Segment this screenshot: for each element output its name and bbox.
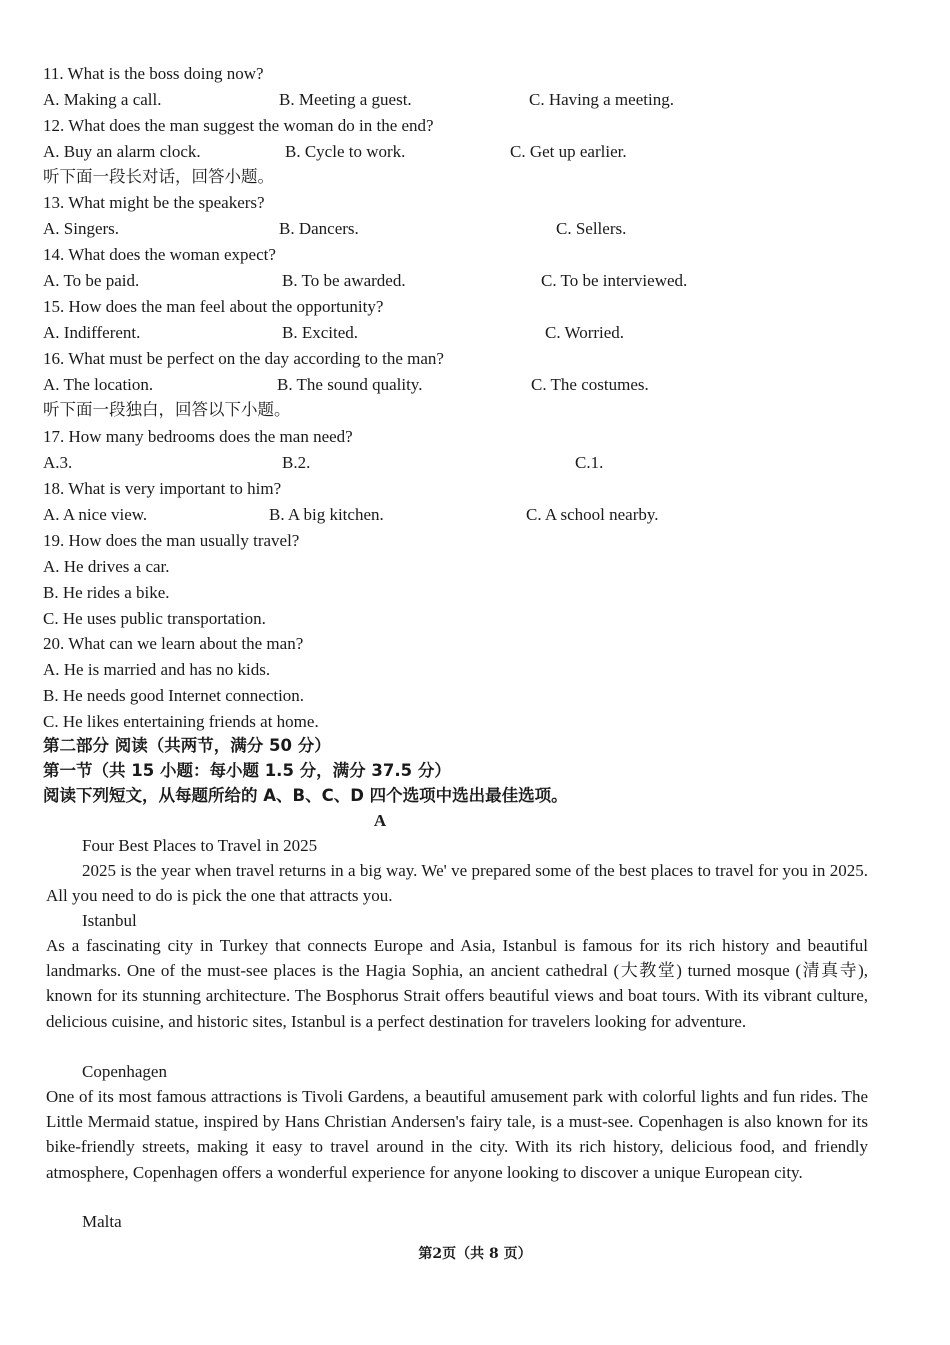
option-16-a: A. The location. — [43, 375, 154, 394]
reading-directions: 阅读下列短文，从每题所给的 A、B、C、D 四个选项中选出最佳选项。 — [43, 786, 568, 805]
part-title: 第二部分 阅读（共两节，满分 50 分） — [43, 736, 331, 755]
passage-label: A — [373, 811, 387, 830]
question-13: 13. What might be the speakers? — [43, 193, 265, 212]
question-15: 15. How does the man feel about the opportunity? — [43, 297, 384, 316]
page-footer: 第2页（共 8 页） — [418, 1246, 532, 1262]
question-19: 19. How does the man usually travel? — [43, 531, 300, 550]
option-17-a: A.3. — [43, 453, 73, 472]
option-14-a: A. To be paid. — [43, 271, 140, 290]
option-20-a: A. He is married and has no kids. — [43, 660, 271, 679]
option-16-b: B. The sound quality. — [277, 375, 423, 394]
question-20: 20. What can we learn about the man? — [43, 634, 304, 653]
option-11-c: C. Having a meeting. — [529, 90, 674, 109]
passage-intro-text: 2025 is the year when travel returns in a big way. We' ve prepared some of the best places to travel for you in 2025. All you need to do is pick the one that attracts you. — [46, 861, 868, 906]
heading-malta: Malta — [82, 1212, 122, 1231]
question-14: 14. What does the woman expect? — [43, 245, 276, 264]
option-15-a: A. Indifferent. — [43, 323, 141, 342]
option-20-b: B. He needs good Internet connection. — [43, 686, 305, 705]
heading-istanbul: Istanbul — [82, 911, 137, 930]
option-15-b: B. Excited. — [282, 323, 359, 342]
question-17: 17. How many bedrooms does the man need? — [43, 427, 353, 446]
option-18-a: A. A nice view. — [43, 505, 148, 524]
option-12-c: C. Get up earlier. — [510, 142, 627, 161]
instruction-long-dialogue: 听下面一段长对话，回答小题。 — [43, 167, 274, 186]
question-11: 11. What is the boss doing now? — [43, 64, 264, 83]
paragraph-copenhagen: One of its most famous attractions is Tivoli Gardens, a beautiful amusement park with colorful lights and fun rides. The Little Mermaid statue, inspired by Hans Christian Andersen's fairy tale, is a must-see. Copenhagen is also known for its bike-friendly streets, making it easy to travel around in the city. With its rich history, delicious food, and friendly atmosphere, Copenhagen offers a wonderful experience for anyone looking to discover a unique European city. — [46, 1087, 868, 1182]
option-19-c: C. He uses public transportation. — [43, 609, 266, 628]
question-16: 16. What must be perfect on the day according to the man? — [43, 349, 444, 368]
option-17-c: C.1. — [575, 453, 604, 472]
heading-copenhagen: Copenhagen — [82, 1062, 167, 1081]
option-14-c: C. To be interviewed. — [541, 271, 688, 290]
option-18-c: C. A school nearby. — [526, 505, 659, 524]
instruction-monologue: 听下面一段独白，回答以下小题。 — [43, 400, 291, 419]
section-title: 第一节（共 15 小题：每小题 1.5 分，满分 37.5 分） — [43, 761, 451, 780]
option-12-b: B. Cycle to work. — [285, 142, 406, 161]
option-18-b: B. A big kitchen. — [269, 505, 384, 524]
option-19-b: B. He rides a bike. — [43, 583, 170, 602]
option-11-a: A. Making a call. — [43, 90, 162, 109]
question-18: 18. What is very important to him? — [43, 479, 282, 498]
paragraph-istanbul: As a fascinating city in Turkey that connects Europe and Asia, Istanbul is famous for its rich history and beautiful landmarks. One of the must-see places is the Hagia Sophia, an ancient cathedral (大教堂) turned mosque (清真寺), known for its stunning architecture. The Bosphorus Strait offers beautiful views and boat tours. With its vibrant culture, delicious cuisine, and historic sites, Istanbul is a perfect destination for travelers looking for adventure. — [46, 936, 868, 1031]
option-17-b: B.2. — [282, 453, 311, 472]
option-15-c: C. Worried. — [545, 323, 625, 342]
option-13-a: A. Singers. — [43, 219, 120, 238]
option-16-c: C. The costumes. — [531, 375, 649, 394]
option-12-a: A. Buy an alarm clock. — [43, 142, 201, 161]
passage-intro — [46, 858, 868, 908]
question-12: 12. What does the man suggest the woman do in the end? — [43, 116, 434, 135]
option-20-c: C. He likes entertaining friends at home. — [43, 712, 319, 731]
passage-title: Four Best Places to Travel in 2025 — [82, 836, 318, 855]
option-11-b: B. Meeting a guest. — [279, 90, 412, 109]
option-14-b: B. To be awarded. — [282, 271, 406, 290]
option-19-a: A. He drives a car. — [43, 557, 170, 576]
option-13-b: B. Dancers. — [279, 219, 359, 238]
option-13-c: C. Sellers. — [556, 219, 627, 238]
